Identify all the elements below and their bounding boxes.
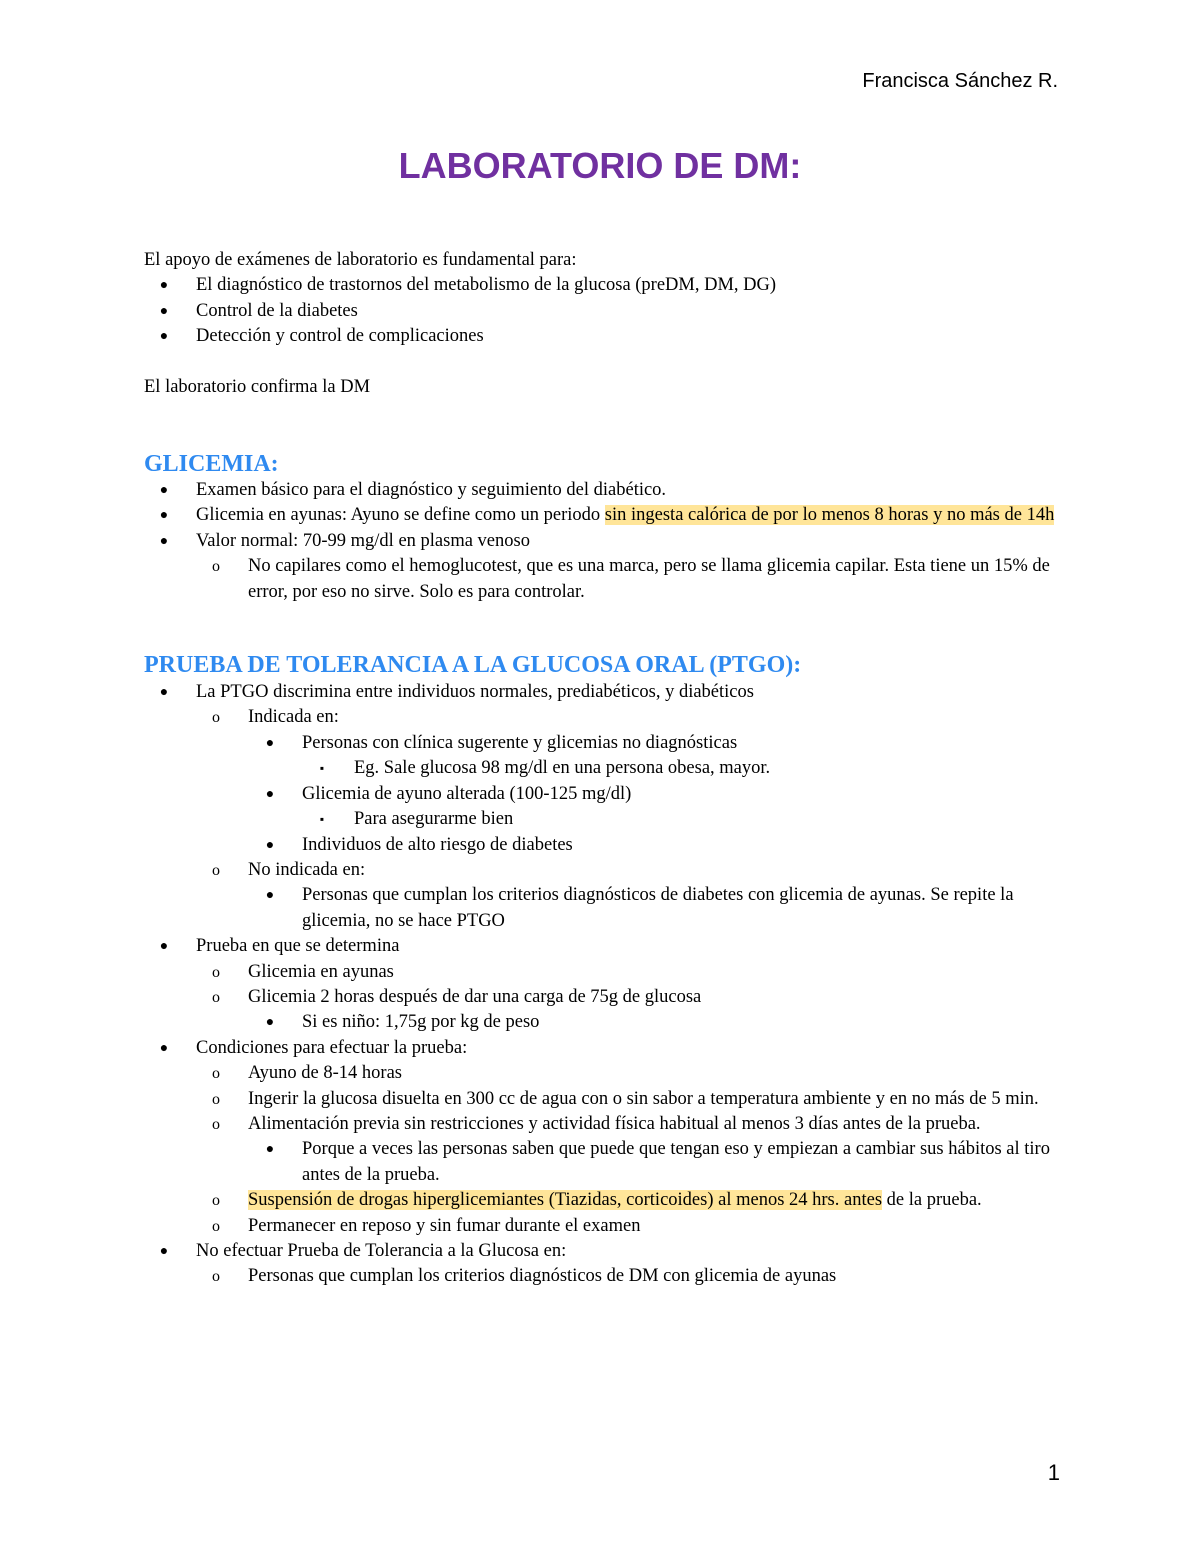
list-item: ● Glicemia de ayuno alterada (100-125 mg/dl)	[144, 782, 1064, 807]
bullet-disc-icon: ●	[265, 735, 275, 751]
bullet-circle-icon: o	[212, 709, 220, 727]
bullet-disc-icon: ●	[159, 1040, 169, 1056]
list-item: ● Si es niño: 1,75g por kg de peso	[144, 1010, 1064, 1035]
list-item: ● Detección y control de complicaciones	[144, 324, 1064, 349]
highlighted-text: Suspensión de drogas hiperglicemiantes (Tiazidas, corticoides) al menos 24 hrs. antes	[248, 1190, 883, 1211]
bullet-disc-icon: ●	[265, 1142, 275, 1158]
list-item: o Permanecer en reposo y sin fumar durante el examen	[144, 1214, 1064, 1239]
list-item: ● Porque a veces las personas saben que puede que tengan eso y empiezan a cambiar sus hábitos al tiro antes de la prueba.	[144, 1137, 1064, 1188]
list-item: ● Examen básico para el diagnóstico y seguimiento del diabético.	[144, 478, 1064, 503]
bullet-circle-icon: o	[212, 1192, 220, 1210]
bullet-circle-icon: o	[212, 558, 220, 576]
bullet-disc-icon: ●	[159, 1244, 169, 1259]
bullet-square-icon: ▪	[319, 812, 325, 827]
bullet-disc-icon: ●	[159, 303, 169, 319]
list-item: ● Prueba en que se determina	[144, 934, 1064, 959]
list-item: ● Personas con clínica sugerente y glicemias no diagnósticas	[144, 731, 1064, 756]
list-item: ● Personas que cumplan los criterios diagnósticos de diabetes con glicemia de ayunas. Se repite la glicemia, no se hace PTGO	[144, 883, 1064, 934]
list-item: o Personas que cumplan los criterios diagnósticos de DM con glicemia de ayunas	[144, 1264, 1064, 1289]
bullet-disc-icon: ●	[159, 685, 169, 701]
list-item: ● Valor normal: 70-99 mg/dl en plasma venoso	[144, 529, 1064, 554]
bullet-circle-icon: o	[212, 1217, 220, 1235]
bullet-circle-icon: o	[212, 1090, 220, 1108]
list-item: o No indicada en:	[144, 858, 1064, 883]
bullet-circle-icon: o	[212, 1115, 220, 1133]
list-item: o Ingerir la glucosa disuelta en 300 cc de agua con o sin sabor a temperatura ambiente y en no más de 5 min.	[144, 1087, 1064, 1112]
list-item: o Glicemia 2 horas después de dar una carga de 75g de glucosa	[144, 985, 1064, 1010]
list-item: ▪ Para asegurarme bien	[144, 807, 1064, 832]
document-body	[144, 248, 1064, 1290]
bullet-disc-icon: ●	[159, 483, 169, 499]
list-item: o Indicada en:	[144, 705, 1064, 730]
page-title: LABORATORIO DE DM:	[398, 145, 802, 186]
bullet-circle-icon: o	[212, 963, 220, 981]
list-item: ● El diagnóstico de trastornos del metabolismo de la glucosa (preDM, DM, DG)	[144, 273, 1064, 298]
glicemia-list	[144, 478, 1064, 605]
bullet-disc-icon: ●	[265, 1015, 275, 1031]
intro-lead: El apoyo de exámenes de laboratorio es fundamental para:	[144, 250, 577, 270]
section-heading-glicemia: GLICEMIA:	[144, 451, 279, 478]
bullet-disc-icon: ●	[265, 837, 275, 853]
author-name: Francisca Sánchez R.	[862, 70, 1058, 92]
bullet-circle-icon: o	[212, 988, 220, 1006]
bullet-circle-icon: o	[212, 1268, 220, 1286]
list-item: ● No efectuar Prueba de Tolerancia a la Glucosa en:	[144, 1239, 1064, 1264]
bullet-disc-icon: ●	[159, 508, 169, 524]
list-item: ● Glicemia en ayunas: Ayuno se define como un periodo sin ingesta calórica de por lo menos 8 horas y no más de 14h	[144, 503, 1064, 528]
section-heading-ptgo: PRUEBA DE TOLERANCIA A LA GLUCOSA ORAL (PTGO):	[144, 652, 802, 679]
bullet-disc-icon: ●	[265, 786, 275, 802]
bullet-disc-icon: ●	[159, 533, 169, 549]
bullet-disc-icon: ●	[159, 939, 169, 955]
bullet-circle-icon: o	[212, 861, 220, 879]
list-item: o Ayuno de 8-14 horas	[144, 1061, 1064, 1086]
list-item: ● Control de la diabetes	[144, 299, 1064, 324]
list-item: ● La PTGO discrimina entre individuos normales, prediabéticos, y diabéticos	[144, 680, 1064, 705]
bullet-disc-icon: ●	[265, 888, 275, 904]
list-item: o Suspensión de drogas hiperglicemiantes (Tiazidas, corticoides) al menos 24 hrs. antes de la prueba.	[144, 1188, 1064, 1213]
list-item: o Glicemia en ayunas	[144, 960, 1064, 985]
list-item: o Alimentación previa sin restricciones y actividad física habitual al menos 3 días antes de la prueba.	[144, 1112, 1064, 1137]
list-item: ● Condiciones para efectuar la prueba:	[144, 1036, 1064, 1061]
bullet-circle-icon: o	[212, 1065, 220, 1083]
list-item: o No capilares como el hemoglucotest, que es una marca, pero se llama glicemia capilar. Esta tiene un 15% de error, por eso no sirve. Solo es para controlar.	[144, 554, 1064, 605]
bullet-disc-icon: ●	[159, 329, 169, 345]
highlighted-text: sin ingesta calórica de por lo menos 8 horas y no más de 14h	[604, 505, 1055, 526]
intro-list	[144, 273, 1064, 349]
list-item: ▪ Eg. Sale glucosa 98 mg/dl en una persona obesa, mayor.	[144, 756, 1064, 781]
list-item: ● Individuos de alto riesgo de diabetes	[144, 833, 1064, 858]
bullet-square-icon: ▪	[319, 761, 325, 776]
bullet-disc-icon: ●	[159, 278, 169, 294]
intro-confirm: El laboratorio confirma la DM	[144, 376, 371, 397]
ptgo-list	[144, 680, 1064, 1290]
page-number: 1	[1047, 1460, 1060, 1485]
